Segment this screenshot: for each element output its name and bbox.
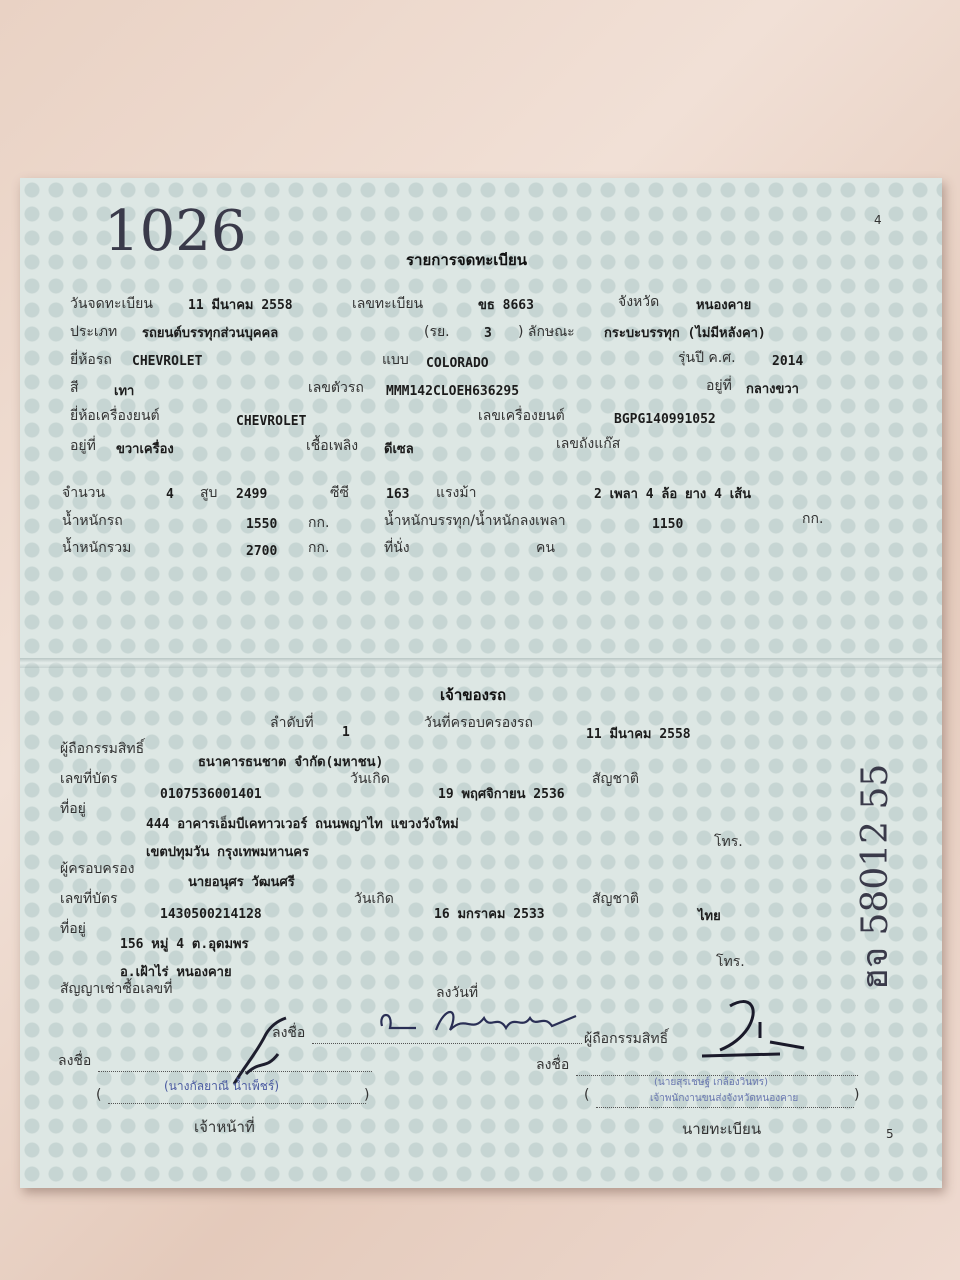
model-value: COLORADO [426, 356, 489, 371]
holder-dob-value: 19 พฤศจิกายน 2536 [438, 787, 565, 802]
engine-location-label: อยู่ที่ [70, 438, 96, 454]
gross-weight-value: 2700 [246, 544, 278, 559]
type-value: รถยนต์บรรทุกส่วนบุคคล [142, 326, 279, 341]
ry-value: 3 [484, 326, 492, 341]
occupant-tel-label: โทร. [716, 954, 745, 970]
character-label: ) ลักษณะ [518, 324, 575, 340]
cylinders-label: สูบ [200, 485, 218, 501]
occupant-nationality-label: สัญชาติ [592, 891, 639, 907]
occupant-dob-value: 16 มกราคม 2533 [434, 907, 545, 922]
occupant-address-line2: อ.เฝ้าไร่ หนองคาย [120, 965, 232, 980]
chassis-location-value: กลางขวา [746, 382, 799, 397]
engine-number-value: BGPG140991052 [614, 412, 716, 427]
holder-label: ผู้ถือกรรมสิทธิ์ [60, 741, 145, 757]
holder-id-label: เลขที่บัตร [60, 771, 118, 787]
brand-label: ยี่ห้อรถ [70, 352, 112, 368]
holder-tel-label: โทร. [714, 834, 743, 850]
axles-value: 2 เพลา 4 ล้อ ยาง 4 เส้น [594, 487, 752, 502]
engine-number-label: เลขเครื่องยนต์ [478, 408, 565, 424]
holder-dob-label: วันเกิด [350, 771, 390, 787]
reg-date-value: 11 มีนาคม 2558 [188, 298, 293, 313]
fuel-value: ดีเซล [384, 442, 414, 457]
fuel-label: เชื้อเพลิง [306, 438, 359, 454]
type-label: ประเภท [70, 324, 118, 340]
brand-value: CHEVROLET [132, 354, 203, 369]
model-label: แบบ [382, 352, 409, 368]
plate-value: ขธ 8663 [478, 298, 534, 313]
officer-name-line [108, 1102, 366, 1104]
lease-number-label: สัญญาเช่าซื้อเลขที่ [60, 981, 173, 997]
occupant-label: ผู้ครอบครอง [60, 861, 135, 877]
engine-brand-value: CHEVROLET [236, 414, 307, 429]
holder-address-label: ที่อยู่ [60, 801, 86, 817]
occupant-value: นายอนุศร วัฒนศรี [188, 875, 295, 890]
color-label: สี [70, 380, 79, 396]
province-label: จังหวัด [618, 294, 660, 310]
color-value: เทา [114, 384, 135, 399]
officer-open-paren: ( [96, 1087, 102, 1103]
holder-nationality-label: สัญชาติ [592, 771, 639, 787]
seats-unit: คน [536, 540, 555, 556]
ry-label: (รย. [424, 324, 450, 340]
registrar-open-paren: ( [584, 1087, 590, 1103]
year-value: 2014 [772, 354, 804, 369]
occupant-id-label: เลขที่บัตร [60, 891, 118, 907]
possession-date-value: 11 มีนาคม 2558 [586, 727, 691, 742]
weight-unit: กก. [308, 515, 330, 531]
cc-label: ซีซี [330, 485, 350, 501]
engine-brand-label: ยี่ห้อเครื่องยนต์ [70, 408, 160, 424]
handwritten-number: 1026 [104, 199, 247, 264]
officer-close-paren: ) [364, 1087, 370, 1103]
lease-date-label: ลงวันที่ [436, 985, 479, 1001]
holder-address-line2: เขตปทุมวัน กรุงเทพมหานคร [146, 845, 309, 860]
weight-value: 1550 [246, 517, 278, 532]
cc-value: 2499 [236, 487, 268, 502]
sequence-label: ลำดับที่ [270, 715, 314, 731]
cylinders-value: 4 [166, 487, 174, 502]
booklet-fold [20, 658, 942, 668]
year-label: รุ่นปี ค.ศ. [678, 350, 736, 366]
holder-sign-label: ลงชื่อ [272, 1025, 306, 1041]
officer-title: เจ้าหน้าที่ [194, 1118, 255, 1136]
chassis-location-label: อยู่ที่ [706, 378, 732, 394]
holder-signature-scribble [376, 1000, 586, 1046]
gas-tank-label: เลขถังแก๊ส [556, 436, 621, 452]
horsepower-label: แรงม้า [436, 485, 477, 501]
registrar-close-paren: ) [854, 1087, 860, 1103]
registrar-signature-scribble [700, 992, 810, 1066]
gross-weight-label: น้ำหนักรวม [62, 540, 132, 556]
occupant-dob-label: วันเกิด [354, 891, 394, 907]
registrar-sign-label: ลงชื่อ [536, 1057, 570, 1073]
province-value: หนองคาย [696, 298, 752, 313]
sequence-value: 1 [342, 725, 350, 740]
registrar-name-stamp: (นายสุรเชษฐ์ เกล้องวินทร) [654, 1077, 768, 1088]
registrar-title: นายทะเบียน [682, 1120, 762, 1138]
weight-label: น้ำหนักรถ [62, 513, 123, 529]
load-value: 1150 [652, 517, 684, 532]
possession-date-label: วันที่ครอบครองรถ [424, 715, 533, 731]
chassis-label: เลขตัวรถ [308, 380, 364, 396]
load-unit: กก. [802, 511, 824, 527]
holder-value: ธนาคารธนชาต จำกัด(มหาชน) [198, 755, 384, 770]
officer-sign-label: ลงชื่อ [58, 1053, 92, 1069]
registrar-sign-line [576, 1074, 858, 1076]
holder-sign-suffix: ผู้ถือกรรมสิทธิ์ [584, 1031, 669, 1047]
handwritten-vertical-note: ฮจ 58012 55 [855, 763, 896, 990]
page-number-top: 4 [874, 213, 882, 227]
reg-date-label: วันจดทะเบียน [70, 296, 153, 312]
gross-weight-unit: กก. [308, 540, 330, 556]
plate-label: เลขทะเบียน [352, 296, 424, 312]
seats-label: ที่นั่ง [384, 540, 410, 556]
occupant-address-line1: 156 หมู่ 4 ต.อุดมพร [120, 937, 249, 952]
holder-address-line1: 444 อาคารเอ็มบีเคทาวเวอร์ ถนนพญาไท แขวงวังใหม่ [146, 817, 459, 832]
chassis-value: MMM142CLOEH636295 [386, 384, 520, 399]
engine-location-value: ขวาเครื่อง [116, 442, 174, 457]
occupant-address-label: ที่อยู่ [60, 921, 86, 937]
page-number-bottom: 5 [886, 1127, 894, 1141]
holder-id-value: 0107536001401 [160, 787, 262, 802]
load-label: น้ำหนักบรรทุก/น้ำหนักลงเพลา [384, 513, 566, 529]
character-value: กระบะบรรทุก (ไม่มีหลังคา) [604, 326, 766, 341]
officer-name-stamp: (นางกัลยาณี น้ำเพ็ชร์) [164, 1079, 280, 1093]
occupant-id-value: 1430500214128 [160, 907, 262, 922]
registrar-name-line [596, 1106, 854, 1108]
registrar-office-stamp: เจ้าพนักงานขนส่งจังหวัดหนองคาย [650, 1093, 799, 1104]
occupant-nationality-value: ไทย [698, 909, 721, 924]
registration-title: รายการจดทะเบียน [406, 251, 527, 269]
owner-title: เจ้าของรถ [440, 686, 507, 704]
horsepower-value: 163 [386, 487, 410, 502]
count-label: จำนวน [62, 485, 106, 501]
